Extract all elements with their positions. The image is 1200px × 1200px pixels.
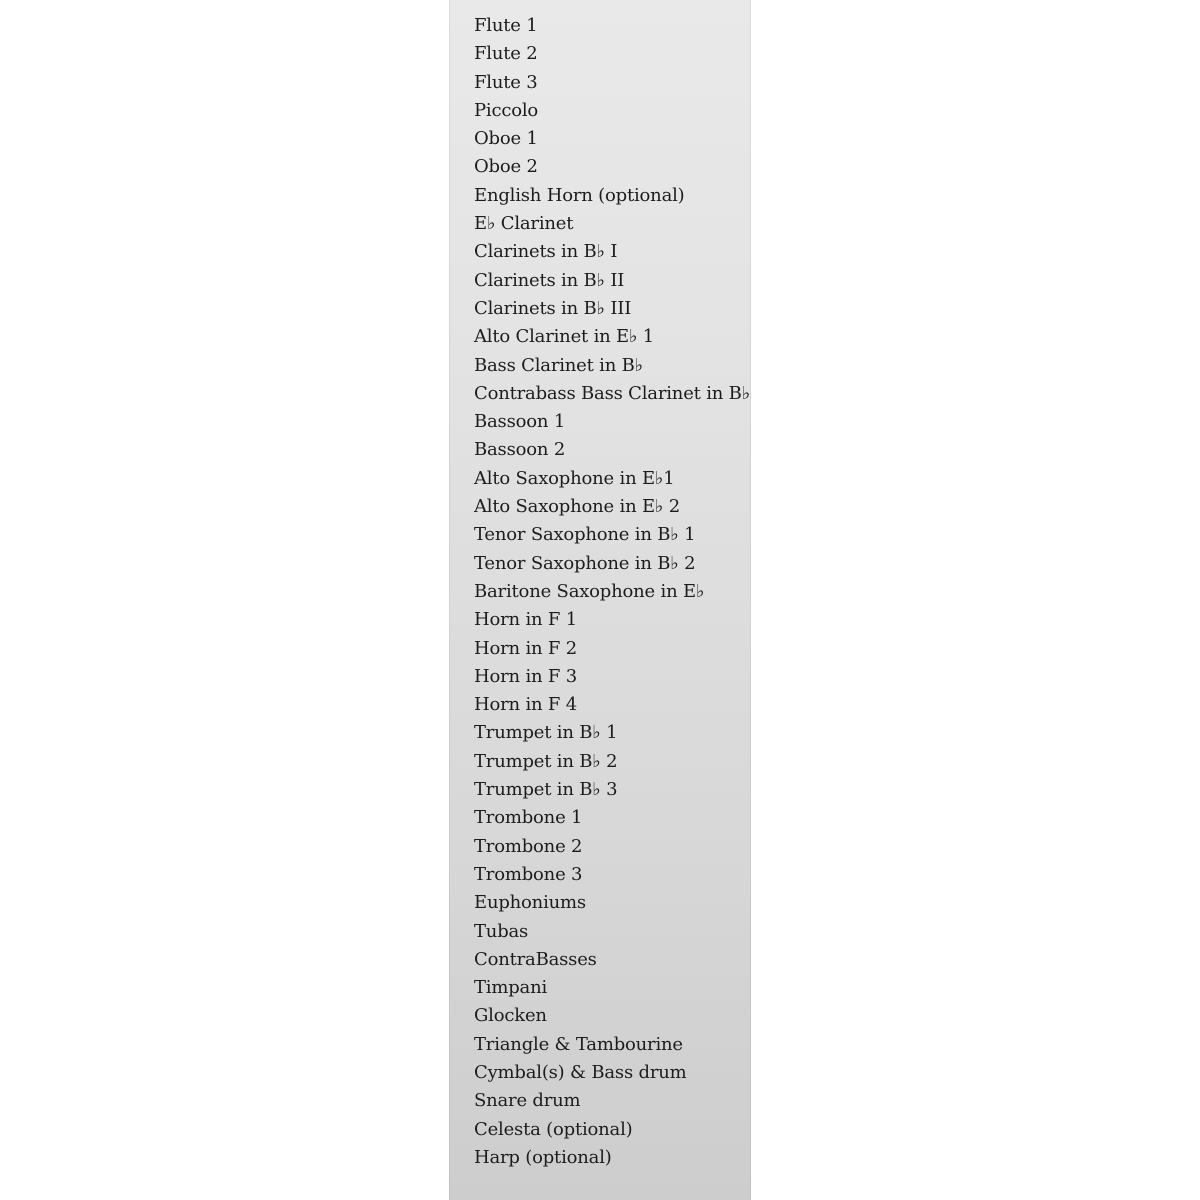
instrument-list-item: Flute 1 [474,15,538,36]
instrument-list-item: Triangle & Tambourine [474,1033,683,1055]
instrument-list-item: E♭ Clarinet [474,213,574,235]
instrument-list [474,12,750,1172]
instrument-list-item: Glocken [474,1005,547,1027]
instrument-list-item: Tenor Saxophone in B♭ 2 [474,552,696,574]
instrument-list-item: Flute 2 [474,43,538,65]
instrument-list-item: Alto Saxophone in E♭ 2 [474,496,680,518]
instrument-list-item: Tubas [474,920,529,942]
instrument-list-item: Trombone 3 [474,863,583,885]
instrument-list-item: Clarinets in B♭ III [474,297,632,319]
instrument-list-item: Trumpet in B♭ 2 [474,750,618,772]
instrument-list-item: Trombone 1 [474,807,583,829]
instrument-list-item: Horn in F 2 [474,637,577,659]
instrument-list-item: Trumpet in B♭ 3 [474,779,618,801]
instrument-list-item: English Horn (optional) [474,184,685,206]
instrument-list-item: Trombone 2 [474,835,583,857]
instrument-list-item: Bassoon 2 [474,439,566,461]
instrument-list-item: Contrabass Bass Clarinet in B♭ [474,382,750,404]
instrument-list-item: Bass Clarinet in B♭ [474,354,643,376]
instrument-list-item: Horn in F 3 [474,665,577,687]
instrument-list-item: Clarinets in B♭ II [474,269,625,291]
instrument-list-item: Snare drum [474,1090,581,1112]
instrument-list-item: ContraBasses [474,948,597,970]
instrument-list-item: Bassoon 1 [474,411,566,433]
instrument-list-item: Flute 3 [474,71,538,93]
instrument-list-item: Alto Clarinet in E♭ 1 [474,326,655,348]
instrument-list-item: Harp (optional) [474,1146,612,1168]
instrument-list-item: Celesta (optional) [474,1118,633,1140]
instrument-list-item: Tenor Saxophone in B♭ 1 [474,524,696,546]
instrument-list-item: Horn in F 4 [474,694,577,716]
instrument-list-item: Timpani [474,977,548,999]
instrument-list-item: Clarinets in B♭ I [474,241,618,263]
instrument-list-item: Horn in F 1 [474,609,577,631]
instrument-list-item: Alto Saxophone in E♭1 [474,467,675,489]
instrument-list-item: Trumpet in B♭ 1 [474,722,618,744]
instrument-list-item: Piccolo [474,99,539,121]
instrument-list-item: Oboe 2 [474,156,538,178]
instrument-list-item: Baritone Saxophone in E♭ [474,580,705,602]
instrument-list-item: Oboe 1 [474,128,538,150]
instrument-list-item: Euphoniums [474,892,586,914]
instrument-list-item: Cymbal(s) & Bass drum [474,1061,687,1083]
